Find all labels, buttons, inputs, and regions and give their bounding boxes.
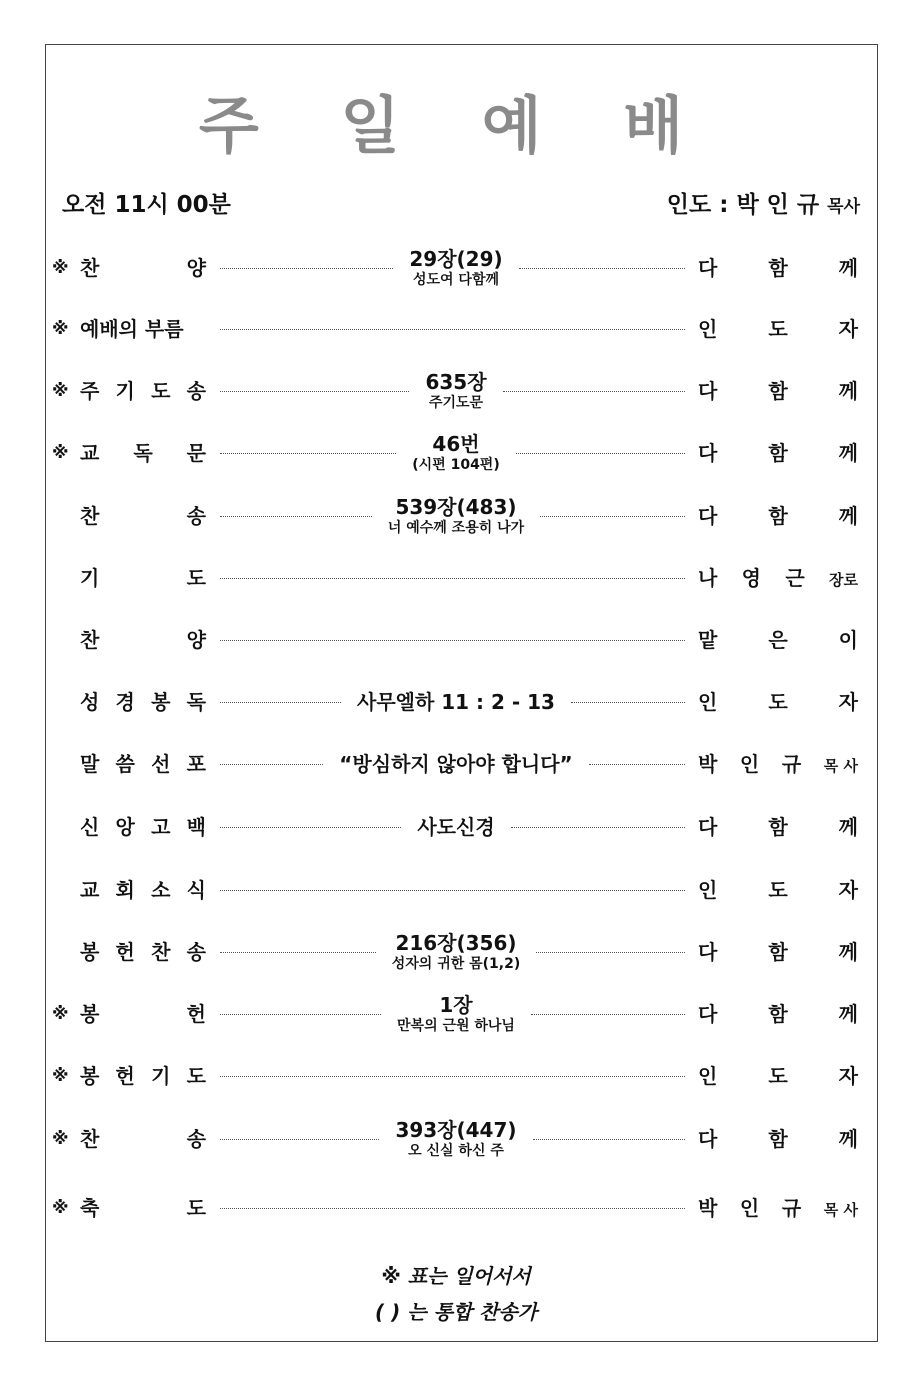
dotted-leader xyxy=(511,827,685,828)
dotted-leader xyxy=(220,952,376,953)
detail-main: 393장(447) xyxy=(395,1118,517,1142)
dotted-leader xyxy=(220,1208,685,1209)
service-item-row xyxy=(0,989,912,1039)
service-item-detail xyxy=(395,1114,516,1164)
label-char: 신 xyxy=(80,815,100,839)
service-leader xyxy=(667,190,860,222)
label-char: 문 xyxy=(186,441,206,465)
standing-mark: ※ xyxy=(52,319,69,339)
service-item-leader xyxy=(698,927,858,977)
service-item-leader xyxy=(698,615,858,665)
leader-char: 자 xyxy=(838,690,858,714)
label-char: 양 xyxy=(186,628,206,652)
label-char: 주 xyxy=(80,379,100,403)
service-item-row xyxy=(0,243,912,293)
service-item-label xyxy=(80,989,206,1039)
label-char: 헌 xyxy=(186,1002,206,1026)
service-item-detail xyxy=(339,739,572,789)
detail-main: 1장 xyxy=(439,993,473,1017)
dotted-leader xyxy=(220,391,409,392)
service-item-detail xyxy=(409,243,502,293)
service-item-label xyxy=(80,243,206,293)
label-char: 교 xyxy=(80,441,100,465)
label-char: 송 xyxy=(186,504,206,528)
service-item-label xyxy=(80,553,206,603)
leader-char: 이 xyxy=(838,628,858,652)
service-item-leader xyxy=(698,1183,858,1233)
leader-char: 다 xyxy=(698,1002,718,1026)
detail-main: 216장(356) xyxy=(395,931,517,955)
standing-mark: ※ xyxy=(52,1129,69,1149)
leader-char: 인 xyxy=(698,317,718,341)
service-item-row xyxy=(0,366,912,416)
service-item-label xyxy=(80,927,206,977)
service-item-label xyxy=(80,1183,206,1233)
label-char: 앙 xyxy=(115,815,135,839)
label-char: 도 xyxy=(186,1196,206,1220)
dotted-leader xyxy=(516,453,685,454)
dotted-leader xyxy=(220,1139,379,1140)
page-title: 주 일 예 배 xyxy=(198,89,714,162)
label-char: 헌 xyxy=(115,1064,135,1088)
label-char: 봉 xyxy=(80,1002,100,1026)
leader-char: 도 xyxy=(768,878,788,902)
service-item-label xyxy=(80,428,206,478)
dotted-leader xyxy=(220,453,396,454)
label-char: 찬 xyxy=(80,1127,100,1151)
label-char: 도 xyxy=(186,1064,206,1088)
leader-char: 인 xyxy=(739,752,760,776)
dotted-leader xyxy=(220,1076,685,1077)
detail-main: “방심하지 않아야 합니다” xyxy=(339,752,573,776)
service-item-label xyxy=(80,865,206,915)
detail-sub: 너 예수께 조용히 나가 xyxy=(387,520,525,536)
detail-main: 539장(483) xyxy=(395,495,517,519)
leader-char: 자 xyxy=(838,1064,858,1088)
service-item-row xyxy=(0,1183,912,1233)
dotted-leader xyxy=(540,516,685,517)
standing-mark: ※ xyxy=(52,258,69,278)
leader-title: 목사 xyxy=(827,197,860,217)
leader-char: 께 xyxy=(838,940,858,964)
dotted-leader xyxy=(220,329,685,330)
service-item-label xyxy=(80,491,206,541)
dotted-leader xyxy=(220,702,341,703)
leader-char: 인 xyxy=(698,878,718,902)
leader-char: 함 xyxy=(768,940,788,964)
leader-title-small: 목 사 xyxy=(823,1201,858,1219)
label-char: 독 xyxy=(133,441,153,465)
service-item-label xyxy=(80,677,206,727)
leader-char: 은 xyxy=(768,628,788,652)
service-item-leader xyxy=(698,304,858,354)
leader-char: 맡 xyxy=(698,628,718,652)
service-item-leader xyxy=(698,802,858,852)
leader-char: 다 xyxy=(698,256,718,280)
leader-char: 근 xyxy=(785,566,805,590)
label-char: 송 xyxy=(186,379,206,403)
leader-title-small: 목 사 xyxy=(823,757,858,775)
label-char: 봉 xyxy=(151,690,171,714)
label-char: 송 xyxy=(186,1127,206,1151)
leader-char: 함 xyxy=(768,1127,788,1151)
label-char: 선 xyxy=(151,752,171,776)
service-item-row xyxy=(0,1114,912,1164)
service-item-label xyxy=(80,615,206,665)
leader-char: 께 xyxy=(838,504,858,528)
detail-main: 사무엘하 11 : 2 - 13 xyxy=(357,690,555,714)
leader-char: 다 xyxy=(698,379,718,403)
leader-char: 께 xyxy=(838,256,858,280)
label-char: 예배의 부름 xyxy=(80,317,184,341)
detail-main: 46번 xyxy=(432,432,480,456)
leader-char: 다 xyxy=(698,815,718,839)
label-char: 소 xyxy=(151,878,171,902)
service-item-leader xyxy=(698,366,858,416)
service-item-label xyxy=(80,802,206,852)
service-item-leader xyxy=(698,677,858,727)
dotted-leader xyxy=(220,1014,381,1015)
detail-sub: (시편 104편) xyxy=(412,457,500,473)
detail-sub: 성자의 귀한 몸(1,2) xyxy=(391,956,521,972)
leader-char: 함 xyxy=(768,256,788,280)
label-char: 교 xyxy=(80,878,100,902)
leader-char: 께 xyxy=(838,1002,858,1026)
dotted-leader xyxy=(536,952,685,953)
footer-note-standing: ※ 표는 일어서서 xyxy=(381,1264,531,1288)
leader-char: 인 xyxy=(698,690,718,714)
leader-char: 영 xyxy=(741,566,761,590)
label-char: 축 xyxy=(80,1196,100,1220)
leader-char: 박 xyxy=(698,752,718,776)
detail-main: 사도신경 xyxy=(417,815,495,839)
standing-mark: ※ xyxy=(52,443,69,463)
label-char: 포 xyxy=(186,752,206,776)
leader-char: 함 xyxy=(768,815,788,839)
leader-char: 께 xyxy=(838,379,858,403)
leader-char: 도 xyxy=(768,317,788,341)
leader-char: 박 xyxy=(698,1196,718,1220)
service-item-leader xyxy=(698,739,858,789)
dotted-leader xyxy=(220,578,685,579)
footer-note-hymnal: ( ) 는 통합 찬송가 xyxy=(374,1300,538,1324)
label-char: 도 xyxy=(186,566,206,590)
leader-char: 인 xyxy=(739,1196,760,1220)
service-item-row xyxy=(0,491,912,541)
service-item-leader xyxy=(698,491,858,541)
service-time: 오전 11시 00분 xyxy=(62,192,231,218)
label-char: 찬 xyxy=(80,628,100,652)
label-char: 기 xyxy=(80,566,100,590)
leader-char: 함 xyxy=(768,504,788,528)
standing-mark: ※ xyxy=(52,381,69,401)
service-item-row xyxy=(0,615,912,665)
dotted-leader xyxy=(220,640,685,641)
leader-char: 함 xyxy=(768,1002,788,1026)
label-char: 찬 xyxy=(151,940,171,964)
detail-sub: 성도여 다함께 xyxy=(412,272,499,288)
label-char: 백 xyxy=(186,815,206,839)
service-item-row xyxy=(0,739,912,789)
dotted-leader xyxy=(589,764,685,765)
label-char: 찬 xyxy=(80,504,100,528)
detail-main: 29장(29) xyxy=(409,247,503,271)
label-char: 식 xyxy=(186,878,206,902)
service-item-leader xyxy=(698,243,858,293)
dotted-leader xyxy=(220,890,685,891)
leader-char: 도 xyxy=(768,1064,788,1088)
label-char: 기 xyxy=(115,379,135,403)
service-item-row xyxy=(0,677,912,727)
detail-sub: 주기도문 xyxy=(428,395,484,411)
service-item-label xyxy=(80,366,206,416)
label-char: 회 xyxy=(115,878,135,902)
service-item-detail xyxy=(357,677,555,727)
service-item-row xyxy=(0,865,912,915)
label-char: 고 xyxy=(151,815,171,839)
dotted-leader xyxy=(571,702,685,703)
leader-char: 다 xyxy=(698,441,718,465)
label-char: 성 xyxy=(80,690,100,714)
dotted-leader xyxy=(519,268,685,269)
label-char: 헌 xyxy=(115,940,135,964)
leader-char: 함 xyxy=(768,441,788,465)
dotted-leader xyxy=(503,391,685,392)
leader-char: 인 xyxy=(698,1064,718,1088)
standing-mark: ※ xyxy=(52,1198,69,1218)
service-item-label xyxy=(80,739,206,789)
leader-char: 다 xyxy=(698,1127,718,1151)
leader-char: 규 xyxy=(781,1196,802,1220)
dotted-leader xyxy=(220,268,393,269)
leader-char: 나 xyxy=(698,566,718,590)
service-item-row xyxy=(0,927,912,977)
detail-main: 635장 xyxy=(425,370,487,394)
service-item-leader xyxy=(698,1051,858,1101)
service-item-detail xyxy=(425,366,486,416)
service-item-detail xyxy=(388,491,524,541)
label-char: 씀 xyxy=(115,752,135,776)
service-item-detail xyxy=(397,989,515,1039)
service-item-leader xyxy=(698,428,858,478)
service-item-row xyxy=(0,802,912,852)
leader-title-small: 장로 xyxy=(829,571,858,589)
service-item-leader xyxy=(698,865,858,915)
leader-char: 다 xyxy=(698,504,718,528)
leader-char: 도 xyxy=(768,690,788,714)
leader-char: 자 xyxy=(838,317,858,341)
service-item-detail xyxy=(417,802,494,852)
leader-char: 다 xyxy=(698,940,718,964)
label-char: 찬 xyxy=(80,256,100,280)
service-item-row xyxy=(0,553,912,603)
label-char: 봉 xyxy=(80,1064,100,1088)
label-char: 독 xyxy=(186,690,206,714)
leader-char: 께 xyxy=(838,1127,858,1151)
label-char: 송 xyxy=(186,940,206,964)
service-item-row xyxy=(0,428,912,478)
leader-char: 함 xyxy=(768,379,788,403)
service-item-row xyxy=(0,304,912,354)
leader-char: 규 xyxy=(781,752,802,776)
standing-mark: ※ xyxy=(52,1066,69,1086)
service-item-label xyxy=(80,1114,206,1164)
service-item-label xyxy=(80,1051,206,1101)
label-char: 기 xyxy=(151,1064,171,1088)
standing-mark: ※ xyxy=(52,1004,69,1024)
leader-char: 자 xyxy=(838,878,858,902)
dotted-leader xyxy=(220,764,323,765)
service-item-detail xyxy=(392,927,521,977)
detail-sub: 오 신실 하신 주 xyxy=(408,1143,504,1159)
label-char: 양 xyxy=(186,256,206,280)
dotted-leader xyxy=(531,1014,685,1015)
leader-name: 인도 : 박 인 규 xyxy=(666,192,820,218)
label-char: 봉 xyxy=(80,940,100,964)
dotted-leader xyxy=(533,1139,685,1140)
leader-char: 께 xyxy=(838,815,858,839)
leader-char: 께 xyxy=(838,441,858,465)
dotted-leader xyxy=(220,516,372,517)
label-char: 경 xyxy=(115,690,135,714)
label-char: 말 xyxy=(80,752,100,776)
detail-sub: 만복의 근원 하나님 xyxy=(397,1018,515,1034)
service-item-detail xyxy=(412,428,499,478)
label-char: 도 xyxy=(151,379,171,403)
service-item-leader xyxy=(698,1114,858,1164)
service-item-row xyxy=(0,1051,912,1101)
service-item-leader xyxy=(698,553,858,603)
service-item-leader xyxy=(698,989,858,1039)
dotted-leader xyxy=(220,827,401,828)
service-item-label xyxy=(80,304,206,354)
